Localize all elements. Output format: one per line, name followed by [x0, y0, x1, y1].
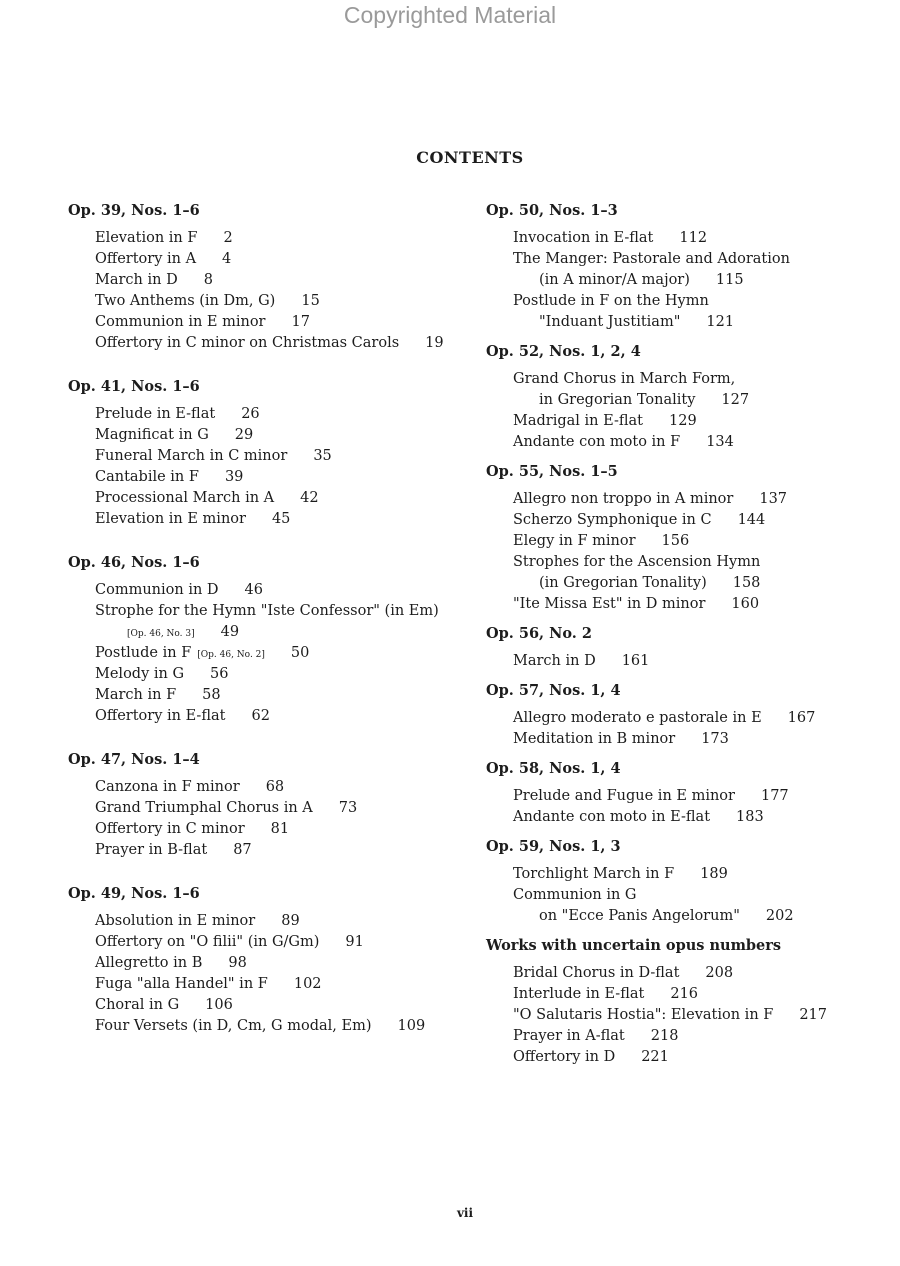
toc-entry [68, 777, 478, 798]
entry-page-number: 183 [736, 809, 764, 825]
entry-page-number: 144 [737, 512, 766, 528]
entry-page-number: 98 [228, 955, 247, 971]
entry-title: Strophe for the Hymn "Iste Confessor" (in Em) [95, 603, 439, 619]
entry-page-number: 56 [210, 666, 229, 682]
page-title: CONTENTS [416, 148, 524, 167]
entry-page-number: 216 [670, 986, 699, 1002]
entry-title: Allegro non troppo in A minor [513, 491, 734, 507]
toc-entry [486, 291, 896, 312]
entry-page-number: 89 [281, 913, 300, 929]
toc-entry [486, 228, 896, 249]
contents-section [486, 935, 896, 1068]
entry-title: Absolution in E minor [95, 913, 256, 929]
entry-page-number: 81 [270, 821, 290, 837]
entry-title: Choral in G [95, 997, 180, 1013]
entry-page-number: 19 [425, 335, 444, 351]
entry-title: Torchlight March in F [513, 866, 675, 882]
entry-title: Strophes for the Ascension Hymn [513, 554, 761, 570]
entry-page-number: 2 [223, 230, 233, 246]
entry-page-number: 217 [799, 1007, 828, 1023]
entry-title: March in D [513, 653, 596, 669]
toc-entry [486, 729, 896, 750]
toc-entry [68, 425, 478, 446]
watermark: Copyrighted Material [343, 2, 557, 28]
toc-entry [486, 906, 896, 927]
entry-title: Offertory in D [513, 1049, 616, 1065]
contents-section [486, 200, 896, 333]
entry-title: Grand Triumphal Chorus in A [95, 800, 313, 816]
toc-entry [486, 249, 896, 270]
contents-section [486, 623, 896, 672]
entry-title: Offertory on "O filii" (in G/Gm) [95, 934, 320, 950]
toc-entry [68, 249, 478, 270]
entry-title: Postlude in F [95, 645, 192, 661]
toc-entry [68, 932, 478, 953]
entry-page-number: 109 [397, 1018, 426, 1034]
section-heading: Op. 46, Nos. 1–6 [68, 554, 200, 571]
toc-entry [486, 312, 896, 333]
section-heading: Op. 57, Nos. 1, 4 [486, 682, 621, 699]
toc-entry [486, 390, 896, 411]
section-heading: Op. 59, Nos. 1, 3 [486, 838, 621, 855]
entry-page-number: 58 [202, 687, 221, 703]
contents-section [486, 341, 896, 453]
toc-entry [486, 651, 896, 672]
toc-entry [486, 573, 896, 594]
toc-entry [68, 580, 478, 601]
entry-title: Bridal Chorus in D-flat [513, 965, 680, 981]
section-heading: Op. 55, Nos. 1–5 [486, 463, 618, 480]
entry-note: [Op. 46, No. 3] [127, 629, 195, 639]
entry-page-number: 129 [669, 413, 697, 429]
toc-entry [68, 312, 478, 333]
entry-title: Prelude in E-flat [95, 406, 216, 422]
toc-entry [486, 807, 896, 828]
toc-entry [486, 864, 896, 885]
entry-page-number: 158 [732, 575, 761, 591]
toc-entry [486, 489, 896, 510]
page-number: vii [456, 1206, 474, 1220]
toc-entry [486, 411, 896, 432]
toc-entry [68, 404, 478, 425]
entry-page-number: 102 [293, 976, 322, 992]
entry-page-number: 202 [765, 908, 794, 924]
entry-title: "Induant Justitiam" [539, 314, 681, 330]
contents-left-column [68, 200, 478, 1059]
entry-title: Cantabile in F [95, 469, 199, 485]
entry-title: Processional March in A [95, 490, 275, 506]
toc-entry [68, 488, 478, 509]
section-heading: Op. 41, Nos. 1–6 [68, 378, 200, 395]
entry-title: Prayer in B-flat [95, 842, 208, 858]
entry-page-number: 46 [244, 582, 263, 598]
toc-entry [68, 643, 478, 664]
entry-title: Funeral March in C minor [95, 448, 288, 464]
toc-entry [68, 664, 478, 685]
contents-section [68, 883, 478, 1037]
entry-page-number: 45 [271, 511, 291, 527]
toc-entry [68, 509, 478, 530]
toc-entry [68, 270, 478, 291]
entry-title: Elevation in E minor [95, 511, 246, 527]
entry-page-number: 35 [313, 448, 332, 464]
section-heading: Op. 58, Nos. 1, 4 [486, 760, 621, 777]
entry-page-number: 156 [661, 533, 690, 549]
toc-entry [486, 594, 896, 615]
toc-entry [68, 974, 478, 995]
toc-entry [68, 446, 478, 467]
entry-title: in Gregorian Tonality [539, 392, 696, 408]
entry-page-number: 68 [265, 779, 285, 795]
entry-page-number: 189 [700, 866, 728, 882]
entry-title: Offertory in C minor on Christmas Carols [95, 335, 400, 351]
entry-title: Offertory in A [95, 251, 197, 267]
entry-title: Scherzo Symphonique in C [513, 512, 712, 528]
toc-entry [486, 963, 896, 984]
entry-title: Offertory in C minor [95, 821, 245, 837]
toc-entry [68, 819, 478, 840]
entry-title: Prelude and Fugue in E minor [513, 788, 735, 804]
toc-entry [68, 291, 478, 312]
toc-entry [486, 531, 896, 552]
entry-page-number: 39 [224, 469, 244, 485]
entry-title: Communion in G [513, 887, 637, 903]
entry-page-number: 127 [721, 392, 750, 408]
entry-title: Canzona in F minor [95, 779, 240, 795]
entry-title: "O Salutaris Hostia": Elevation in F [513, 1007, 774, 1023]
entry-title: Invocation in E-flat [513, 230, 654, 246]
toc-entry [486, 708, 896, 729]
section-heading: Op. 39, Nos. 1–6 [68, 202, 200, 219]
contents-right-column [486, 200, 896, 1076]
entry-page-number: 87 [233, 842, 252, 858]
entry-title: Allegro moderato e pastorale in E [513, 710, 762, 726]
section-heading: Op. 56, No. 2 [486, 625, 592, 642]
entry-title: Communion in D [95, 582, 219, 598]
entry-title: Madrigal in E-flat [513, 413, 643, 429]
entry-title: Offertory in E-flat [95, 708, 226, 724]
entry-title: Elegy in F minor [513, 533, 636, 549]
entry-page-number: 49 [220, 624, 240, 640]
entry-title: Meditation in B minor [513, 731, 676, 747]
entry-title: "Ite Missa Est" in D minor [513, 596, 706, 612]
toc-entry [486, 510, 896, 531]
entry-title: Interlude in E-flat [513, 986, 645, 1002]
entry-title: March in D [95, 272, 178, 288]
entry-page-number: 15 [301, 293, 320, 309]
entry-page-number: 62 [251, 708, 270, 724]
entry-note: [Op. 46, No. 2] [197, 650, 265, 660]
entry-page-number: 221 [641, 1049, 669, 1065]
entry-page-number: 73 [338, 800, 358, 816]
toc-entry [68, 333, 478, 354]
toc-entry [68, 1016, 478, 1037]
entry-page-number: 42 [300, 490, 319, 506]
toc-entry [68, 228, 478, 249]
entry-page-number: 137 [759, 491, 788, 507]
toc-entry [68, 601, 478, 622]
entry-page-number: 177 [760, 788, 789, 804]
entry-title: Allegretto in B [95, 955, 203, 971]
toc-entry [68, 685, 478, 706]
entry-title: Elevation in F [95, 230, 198, 246]
entry-title: Communion in E minor [95, 314, 266, 330]
toc-entry [68, 953, 478, 974]
toc-entry [68, 995, 478, 1016]
entry-title: (in A minor/A major) [539, 272, 690, 288]
entry-title: Magnificat in G [95, 427, 209, 443]
entry-page-number: 208 [705, 965, 734, 981]
entry-title: Andante con moto in F [513, 434, 681, 450]
entry-title: on "Ecce Panis Angelorum" [539, 908, 740, 924]
entry-title: Melody in G [95, 666, 185, 682]
toc-entry [486, 984, 896, 1005]
toc-entry [486, 786, 896, 807]
toc-entry [486, 552, 896, 573]
entry-page-number: 161 [621, 653, 650, 669]
entry-page-number: 160 [731, 596, 760, 612]
entry-title: March in F [95, 687, 177, 703]
contents-section [486, 758, 896, 828]
entry-title: Two Anthems (in Dm, G) [95, 293, 276, 309]
toc-entry [486, 1026, 896, 1047]
entry-page-number: 29 [234, 427, 254, 443]
entry-page-number: 91 [345, 934, 364, 950]
toc-entry [486, 432, 896, 453]
contents-section [68, 376, 478, 530]
entry-page-number: 134 [706, 434, 734, 450]
entry-title: Postlude in F on the Hymn [513, 293, 709, 309]
entry-page-number: 112 [679, 230, 708, 246]
contents-section [486, 836, 896, 927]
entry-page-number: 173 [701, 731, 729, 747]
contents-section [68, 552, 478, 727]
entry-page-number: 115 [715, 272, 744, 288]
contents-section [486, 680, 896, 750]
toc-entry [68, 467, 478, 488]
toc-entry [68, 622, 478, 643]
entry-page-number: 4 [222, 251, 232, 267]
entry-title: (in Gregorian Tonality) [539, 575, 707, 591]
entry-title: Four Versets (in D, Cm, G modal, Em) [95, 1018, 372, 1034]
toc-entry [486, 369, 896, 390]
toc-entry [68, 840, 478, 861]
toc-entry [486, 1047, 896, 1068]
section-heading: Op. 49, Nos. 1–6 [68, 885, 200, 902]
entry-page-number: 167 [787, 710, 816, 726]
section-heading: Op. 50, Nos. 1–3 [486, 202, 618, 219]
section-heading: Op. 52, Nos. 1, 2, 4 [486, 343, 641, 360]
entry-title: Grand Chorus in March Form, [513, 371, 736, 387]
entry-title: The Manger: Pastorale and Adoration [513, 251, 790, 267]
toc-entry [486, 885, 896, 906]
section-heading: Op. 47, Nos. 1–4 [68, 751, 200, 768]
contents-section [68, 749, 478, 861]
toc-entry [486, 270, 896, 291]
entry-page-number: 26 [241, 406, 260, 422]
entry-page-number: 218 [650, 1028, 679, 1044]
entry-page-number: 17 [291, 314, 310, 330]
contents-section [68, 200, 478, 354]
entry-page-number: 106 [205, 997, 233, 1013]
entry-page-number: 8 [203, 272, 213, 288]
entry-title: Andante con moto in E-flat [513, 809, 711, 825]
contents-section [486, 461, 896, 615]
entry-page-number: 50 [290, 645, 310, 661]
entry-page-number: 121 [706, 314, 735, 330]
section-heading: Works with uncertain opus numbers [486, 937, 782, 954]
toc-entry [68, 706, 478, 727]
entry-title: Prayer in A-flat [513, 1028, 625, 1044]
toc-entry [68, 911, 478, 932]
entry-title: Fuga "alla Handel" in F [95, 976, 268, 992]
toc-entry [68, 798, 478, 819]
toc-entry [486, 1005, 896, 1026]
